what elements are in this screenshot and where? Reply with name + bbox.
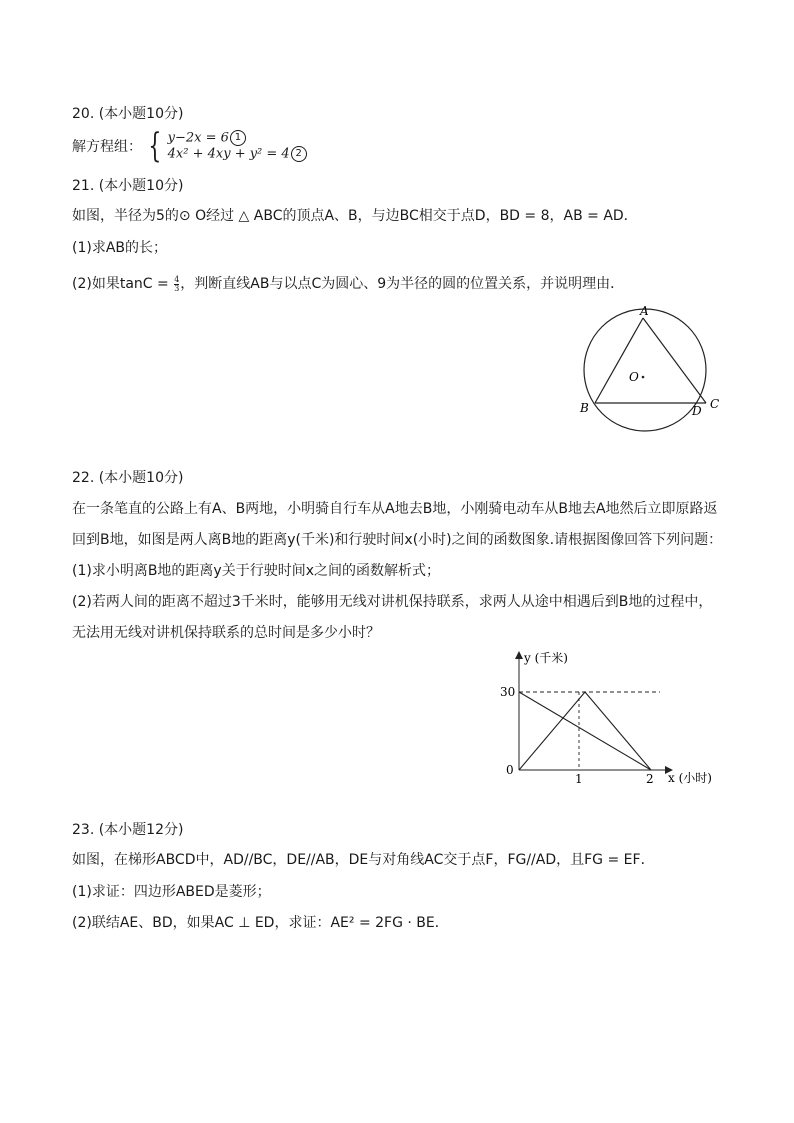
q21-part2-lead: (2)如果tanC = xyxy=(72,276,174,292)
q20-header: 20. (本小题10分) xyxy=(72,106,184,122)
q22-line2: 回到B地，如图是两人离B地的距离y(千米)和行驶时间x(小时)之间的函数图象.请根据图像回答下列问题： xyxy=(72,532,723,548)
q21-part1: (1)求AB的长； xyxy=(72,240,168,256)
series-line-1 xyxy=(519,692,651,770)
distance-time-graph xyxy=(490,640,730,790)
q22-header: 22. (本小题10分) xyxy=(72,470,184,486)
equation-2 xyxy=(168,146,307,163)
q20-prompt: 解方程组： xyxy=(72,139,142,155)
fraction xyxy=(174,276,179,293)
equation-1 xyxy=(168,130,307,147)
y-tick-label: 30 xyxy=(500,685,516,699)
center-dot xyxy=(642,376,645,379)
segment-ab xyxy=(595,318,643,403)
segment-ac xyxy=(643,318,706,403)
equation-2-text: 4x² + 4xy + y² = 4 xyxy=(167,146,290,162)
circle-o xyxy=(584,309,706,431)
q22-part2-line2: 无法用无线对讲机保持联系的总时间是多少小时？ xyxy=(72,625,380,641)
equation-1-text: y−2x = 6 xyxy=(167,130,229,145)
q21-header: 21. (本小题10分) xyxy=(72,178,184,194)
q23-intro: 如图，在梯形ABCD中，AD//BC，DE//AB，DE与对角线AC交于点F，FG//AD，且FG = EF． xyxy=(72,852,655,868)
q22-part2-line1: (2)若两人间的距离不超过3千米时，能够用无线对讲机保持联系，求两人从途中相遇后到B地的过程中， xyxy=(72,594,713,610)
q21-part2-rest: ，判断直线AB与以点C为圆心、9为半径的圆的位置关系，并说明理由． xyxy=(180,276,625,292)
brace-symbol: { xyxy=(148,126,162,166)
q21-part2 xyxy=(72,274,624,294)
label-o: O xyxy=(629,370,639,384)
q20-system xyxy=(72,128,307,164)
y-axis-label: y (千米) xyxy=(524,651,568,665)
equation-system xyxy=(168,130,307,163)
series-layer xyxy=(519,692,651,770)
x-tick-label-1: 1 xyxy=(575,772,583,786)
circled-number-1: 1 xyxy=(230,130,246,146)
q21-intro: 如图，半径为5的⊙ O经过 △ ABC的顶点A、B，与边BC相交于点D，BD = 8，AB = AD． xyxy=(72,208,638,224)
label-c: C xyxy=(710,397,720,411)
origin-label: 0 xyxy=(506,763,514,777)
label-a: A xyxy=(640,304,649,318)
fraction-denominator: 3 xyxy=(174,283,180,293)
label-d: D xyxy=(692,404,702,418)
q22-part1: (1)求小明离B地的距离y关于行驶时间x之间的函数解析式； xyxy=(72,563,441,579)
circled-number-2: 2 xyxy=(291,146,307,162)
x-axis-label: x (小时) xyxy=(668,771,712,785)
label-b: B xyxy=(580,401,589,415)
q23-header: 23. (本小题12分) xyxy=(72,822,184,838)
q23-part1: (1)求证：四边形ABED是菱形； xyxy=(72,884,271,900)
q23-part2: (2)联结AE、BD，如果AC ⊥ ED，求证：AE² = 2FG · BE． xyxy=(72,915,449,931)
fraction-numerator: 4 xyxy=(174,274,180,284)
circle-triangle-figure xyxy=(570,300,730,440)
q22-line1: 在一条笔直的公路上有A、B两地，小明骑自行车从A地去B地，小刚骑电动车从B地去A地然后立即原路返 xyxy=(72,501,718,517)
x-tick-label-2: 2 xyxy=(646,772,654,786)
